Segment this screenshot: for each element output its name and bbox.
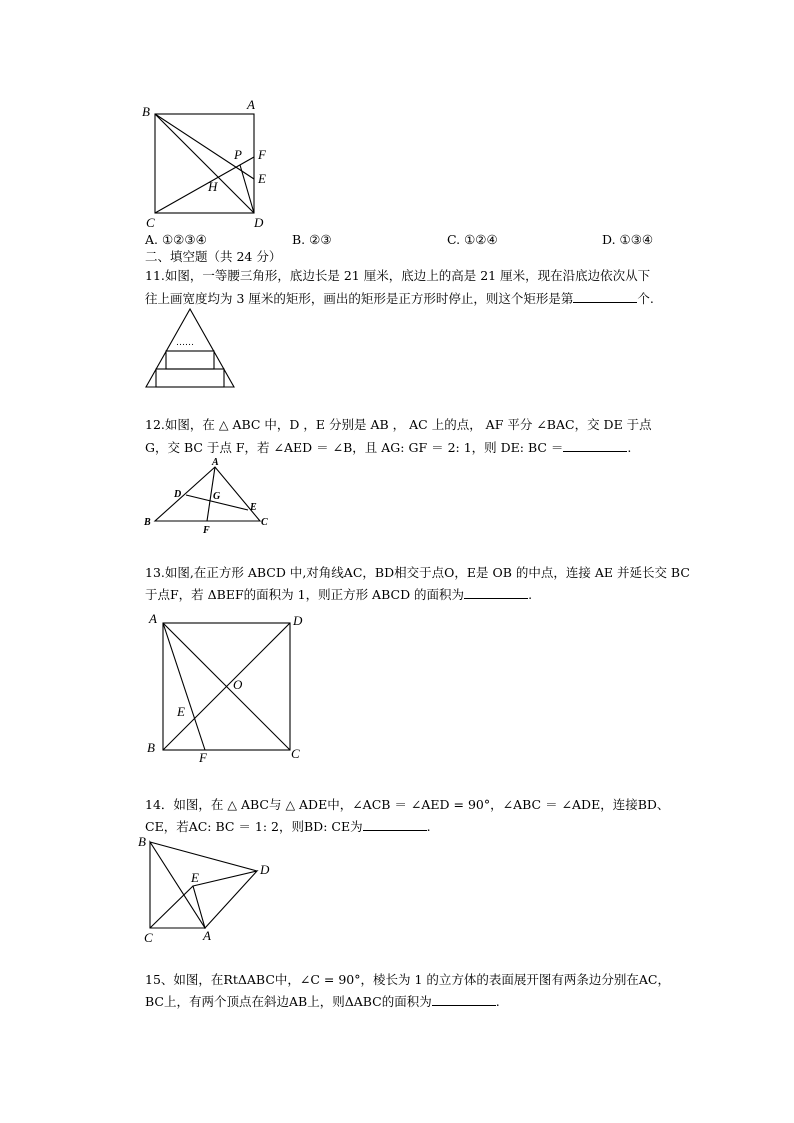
label-c: C <box>261 517 268 528</box>
label-c: C <box>291 746 300 761</box>
q14-line1: 14．如图，在 △ ABC与 △ ADE中，∠ACB ＝ ∠AED = 90°，∠ABC ＝ ∠ADE，连接BD、 <box>145 797 670 812</box>
q11-answer-blank[interactable] <box>573 289 637 303</box>
label-d: D <box>293 613 303 628</box>
triangle-abc-diagram <box>140 455 280 535</box>
q13-line2: 于点F，若 ΔBEF的面积为 1，则正方形 ABCD 的面积为 . <box>145 587 533 602</box>
triangle-abc <box>155 467 260 521</box>
label-h: H <box>208 179 218 194</box>
label-p: P <box>234 147 242 162</box>
q11-line2: 往上画宽度均为 3 厘米的矩形，画出的矩形是正方形时停止，则这个矩形是第 个. <box>145 291 654 306</box>
option-b[interactable]: B. ②③ <box>292 232 332 247</box>
q11-line1: 11.如图，一等腰三角形，底边长是 21 厘米，底边上的高是 21 厘米，现在沿底边依次从下 <box>145 268 651 283</box>
triangle-ade <box>193 871 257 928</box>
label-b: B <box>144 517 151 528</box>
label-f: F <box>258 147 266 162</box>
label-b: B <box>142 104 150 119</box>
label-g: G <box>213 491 221 502</box>
section-header: 二、填空题（共 24 分） <box>145 249 282 264</box>
label-a: A <box>247 97 255 112</box>
label-f: F <box>203 525 210 536</box>
q14-answer-blank[interactable] <box>363 817 427 831</box>
label-c: C <box>144 930 153 945</box>
label-d: D <box>174 489 182 500</box>
triangle-rectangles-diagram <box>140 305 240 390</box>
q15-answer-blank[interactable] <box>432 992 496 1006</box>
label-a: A <box>149 611 157 626</box>
figure-dots: …… <box>176 337 194 347</box>
isosceles-triangle <box>146 309 234 387</box>
q14-line2: CE，若AC: BC ＝ 1: 2，则BD: CE为 . <box>145 819 431 834</box>
q12-line2: G，交 BC 于点 F，若 ∠AED ＝ ∠B，且 AG: GF ＝ 2: 1，则 DE: BC ＝ . <box>145 440 632 455</box>
label-a: A <box>203 928 211 943</box>
label-e: E <box>250 502 257 513</box>
q15-line1: 15、如图，在RtΔABC中，∠C = 90°，棱长为 1 的立方体的表面展开图有两条边分别在AC， <box>145 972 670 987</box>
square-diagram-top <box>130 95 280 235</box>
q15-line2: BC上，有两个顶点在斜边AB上，则ΔABC的面积为 . <box>145 994 500 1009</box>
label-e: E <box>258 171 266 186</box>
square-abcd-diagram <box>140 610 320 770</box>
option-d[interactable]: D. ①③④ <box>602 232 654 247</box>
label-a: A <box>212 457 219 468</box>
q12-line1: 12.如图，在 △ ABC 中，D ，E 分别是 AB ， AC 上的点， AF 平分 ∠BAC，交 DE 于点 <box>145 417 652 432</box>
label-e: E <box>177 704 185 719</box>
option-c[interactable]: C. ①②④ <box>447 232 498 247</box>
label-f: F <box>199 750 207 765</box>
q13-line1: 13.如图,在正方形 ABCD 中,对角线AC，BD相交于点O，E是 OB 的中点，连接 AE 并延长交 BC <box>145 565 690 580</box>
label-c: C <box>146 215 155 230</box>
label-b: B <box>138 834 146 849</box>
triangles-abc-ade-diagram <box>135 830 285 945</box>
q12-answer-blank[interactable] <box>563 438 627 452</box>
option-a[interactable]: A. ①②③④ <box>145 232 207 247</box>
label-d: D <box>260 862 270 877</box>
label-b: B <box>147 740 155 755</box>
q13-answer-blank[interactable] <box>464 585 528 599</box>
label-d: D <box>254 215 264 230</box>
label-o: O <box>233 677 243 692</box>
label-e: E <box>191 870 199 885</box>
